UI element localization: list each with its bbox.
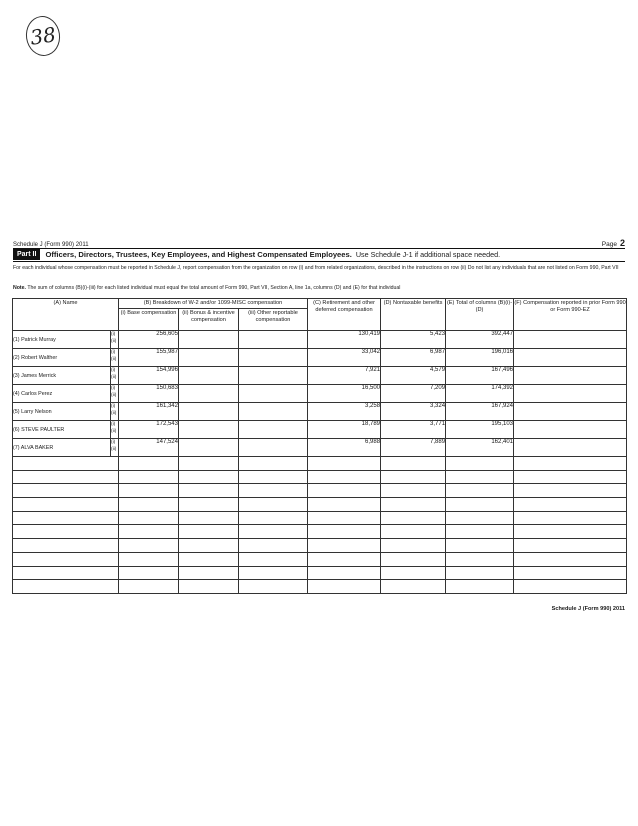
note-text: Note. The sum of columns (B)(i)-(iii) for each listed individual must equal the total amount of Form 990, Part VII, Section A, line 1a, columns (D) and (E) for that individual <box>13 285 401 291</box>
table-row <box>13 385 627 403</box>
total-compensation: 174,392 <box>446 385 514 403</box>
part-label: Part II <box>13 249 40 260</box>
total-compensation: 167,924 <box>446 403 514 421</box>
empty-cell <box>514 511 627 525</box>
empty-table-row <box>13 457 627 471</box>
base-compensation: 147,524 <box>119 439 179 457</box>
bonus-compensation <box>179 331 239 349</box>
row-markers: (i) (ii) <box>111 403 119 421</box>
col-e-header: (E) Total of columns (B)(i)-(D) <box>446 299 514 331</box>
empty-cell <box>179 552 239 566</box>
prior-reported-compensation <box>514 349 627 367</box>
empty-cell <box>514 470 627 484</box>
empty-cell <box>308 511 381 525</box>
empty-cell <box>308 566 381 580</box>
col-d-header: (D) Nontaxable benefits <box>381 299 446 331</box>
retirement-compensation: 18,789 <box>308 421 381 439</box>
empty-cell <box>239 470 308 484</box>
empty-cell <box>239 484 308 498</box>
empty-cell <box>381 484 446 498</box>
empty-cell <box>119 525 179 539</box>
empty-cell <box>381 498 446 512</box>
row-markers: (i) (ii) <box>111 421 119 439</box>
base-compensation: 155,987 <box>119 349 179 367</box>
empty-cell <box>13 457 119 471</box>
empty-cell <box>119 580 179 594</box>
row-markers: (i) (ii) <box>111 385 119 403</box>
retirement-compensation: 130,419 <box>308 331 381 349</box>
nontaxable-benefits: 5,423 <box>381 331 446 349</box>
person-name: (4) Carlos Perez <box>13 385 111 403</box>
empty-cell <box>179 539 239 553</box>
page-header <box>13 236 625 248</box>
empty-cell <box>239 457 308 471</box>
row-markers: (i) (ii) <box>111 331 119 349</box>
empty-cell <box>119 566 179 580</box>
empty-cell <box>446 498 514 512</box>
empty-table-row <box>13 552 627 566</box>
empty-cell <box>13 552 119 566</box>
part-heading <box>13 249 625 260</box>
bonus-compensation <box>179 439 239 457</box>
col-f-header: (F) Compensation reported in prior Form 990 or Form 990-EZ <box>514 299 627 331</box>
compensation-table <box>12 298 627 594</box>
table-row <box>13 421 627 439</box>
other-compensation <box>239 403 308 421</box>
bonus-compensation <box>179 421 239 439</box>
retirement-compensation: 6,988 <box>308 439 381 457</box>
empty-table-row <box>13 580 627 594</box>
retirement-compensation: 3,258 <box>308 403 381 421</box>
base-compensation: 172,543 <box>119 421 179 439</box>
empty-cell <box>381 539 446 553</box>
total-compensation: 196,016 <box>446 349 514 367</box>
empty-cell <box>381 580 446 594</box>
empty-cell <box>308 525 381 539</box>
col-c-header: (C) Retirement and other deferred compensation <box>308 299 381 331</box>
prior-reported-compensation <box>514 331 627 349</box>
nontaxable-benefits: 6,987 <box>381 349 446 367</box>
other-compensation <box>239 421 308 439</box>
total-compensation: 167,496 <box>446 367 514 385</box>
nontaxable-benefits: 4,579 <box>381 367 446 385</box>
empty-cell <box>179 470 239 484</box>
empty-cell <box>381 552 446 566</box>
empty-cell <box>446 552 514 566</box>
empty-cell <box>179 484 239 498</box>
table-row <box>13 367 627 385</box>
empty-table-row <box>13 498 627 512</box>
other-compensation <box>239 367 308 385</box>
other-compensation <box>239 331 308 349</box>
col-b-i-header: (i) Base compensation <box>119 309 179 331</box>
empty-cell <box>514 498 627 512</box>
other-compensation <box>239 385 308 403</box>
person-name: (5) Larry Nelson <box>13 403 111 421</box>
empty-cell <box>446 470 514 484</box>
person-name: (1) Patrick Murray <box>13 331 111 349</box>
empty-cell <box>308 484 381 498</box>
empty-table-row <box>13 470 627 484</box>
empty-cell <box>119 511 179 525</box>
empty-cell <box>446 580 514 594</box>
col-b-header: (B) Breakdown of W-2 and/or 1099-MISC compensation <box>119 299 308 309</box>
col-b-ii-header: (ii) Bonus & incentive compensation <box>179 309 239 331</box>
empty-cell <box>308 457 381 471</box>
row-markers: (i) (ii) <box>111 349 119 367</box>
empty-cell <box>179 580 239 594</box>
empty-cell <box>381 470 446 484</box>
bonus-compensation <box>179 385 239 403</box>
empty-cell <box>308 539 381 553</box>
empty-cell <box>119 498 179 512</box>
empty-cell <box>239 511 308 525</box>
page-number: Page 2 <box>601 238 625 248</box>
empty-cell <box>13 484 119 498</box>
table-row <box>13 349 627 367</box>
empty-cell <box>514 552 627 566</box>
total-compensation: 195,103 <box>446 421 514 439</box>
empty-cell <box>446 539 514 553</box>
nontaxable-benefits: 7,209 <box>381 385 446 403</box>
prior-reported-compensation <box>514 439 627 457</box>
empty-cell <box>119 470 179 484</box>
part-note: Use Schedule J-1 if additional space needed. <box>355 250 501 259</box>
empty-table-row <box>13 566 627 580</box>
total-compensation: 162,401 <box>446 439 514 457</box>
retirement-compensation: 16,500 <box>308 385 381 403</box>
empty-table-row <box>13 511 627 525</box>
prior-reported-compensation <box>514 403 627 421</box>
empty-cell <box>119 457 179 471</box>
base-compensation: 256,605 <box>119 331 179 349</box>
empty-cell <box>179 511 239 525</box>
empty-cell <box>239 580 308 594</box>
empty-cell <box>13 511 119 525</box>
empty-cell <box>514 484 627 498</box>
empty-cell <box>514 566 627 580</box>
base-compensation: 161,342 <box>119 403 179 421</box>
empty-cell <box>308 498 381 512</box>
empty-cell <box>381 525 446 539</box>
footer-schedule-label: Schedule J (Form 990) 2011 <box>551 606 625 612</box>
empty-cell <box>446 484 514 498</box>
bonus-compensation <box>179 403 239 421</box>
bonus-compensation <box>179 367 239 385</box>
table-row <box>13 403 627 421</box>
total-compensation: 392,447 <box>446 331 514 349</box>
handwritten-page-stamp: 38 <box>23 14 62 58</box>
person-name: (2) Robert Walther <box>13 349 111 367</box>
person-name: (7) ALVA BAKER <box>13 439 111 457</box>
empty-cell <box>514 525 627 539</box>
empty-cell <box>239 498 308 512</box>
part-title: Officers, Directors, Trustees, Key Employees, and Highest Compensated Employees. <box>45 250 352 259</box>
empty-cell <box>239 525 308 539</box>
empty-cell <box>179 498 239 512</box>
empty-cell <box>446 525 514 539</box>
other-compensation <box>239 349 308 367</box>
empty-cell <box>13 566 119 580</box>
nontaxable-benefits: 3,771 <box>381 421 446 439</box>
nontaxable-benefits: 7,889 <box>381 439 446 457</box>
empty-cell <box>179 566 239 580</box>
empty-cell <box>514 457 627 471</box>
empty-cell <box>308 580 381 594</box>
empty-table-row <box>13 539 627 553</box>
empty-cell <box>179 525 239 539</box>
base-compensation: 150,683 <box>119 385 179 403</box>
retirement-compensation: 7,921 <box>308 367 381 385</box>
col-b-iii-header: (iii) Other reportable compensation <box>239 309 308 331</box>
empty-cell <box>119 552 179 566</box>
empty-cell <box>446 511 514 525</box>
nontaxable-benefits: 3,324 <box>381 403 446 421</box>
schedule-title: Schedule J (Form 990) 2011 <box>13 242 89 248</box>
prior-reported-compensation <box>514 421 627 439</box>
empty-cell <box>13 498 119 512</box>
empty-cell <box>308 552 381 566</box>
empty-cell <box>381 566 446 580</box>
row-markers: (i) (ii) <box>111 367 119 385</box>
base-compensation: 154,996 <box>119 367 179 385</box>
table-row <box>13 331 627 349</box>
table-row <box>13 439 627 457</box>
col-a-header: (A) Name <box>13 299 119 331</box>
empty-cell <box>239 539 308 553</box>
prior-reported-compensation <box>514 385 627 403</box>
person-name: (3) James Merrick <box>13 367 111 385</box>
other-compensation <box>239 439 308 457</box>
row-markers: (i) (ii) <box>111 439 119 457</box>
empty-cell <box>239 552 308 566</box>
retirement-compensation: 33,042 <box>308 349 381 367</box>
empty-cell <box>119 539 179 553</box>
bonus-compensation <box>179 349 239 367</box>
part-rule <box>13 261 625 262</box>
empty-cell <box>446 457 514 471</box>
prior-reported-compensation <box>514 367 627 385</box>
empty-cell <box>13 525 119 539</box>
empty-table-row <box>13 484 627 498</box>
empty-cell <box>179 457 239 471</box>
empty-cell <box>308 470 381 484</box>
empty-cell <box>381 511 446 525</box>
empty-cell <box>514 580 627 594</box>
empty-cell <box>119 484 179 498</box>
empty-table-row <box>13 525 627 539</box>
person-name: (6) STEVE PAULTER <box>13 421 111 439</box>
instructions-text: For each individual whose compensation must be reported in Schedule J, report compensation from the organization on row (i) and from related organizations, described in the instructions on row (ii) Do not list any individuals that are not listed on Form 990, Part VII <box>13 265 619 271</box>
empty-cell <box>446 566 514 580</box>
empty-cell <box>13 539 119 553</box>
empty-cell <box>13 580 119 594</box>
empty-cell <box>514 539 627 553</box>
empty-cell <box>13 470 119 484</box>
empty-cell <box>381 457 446 471</box>
empty-cell <box>239 566 308 580</box>
